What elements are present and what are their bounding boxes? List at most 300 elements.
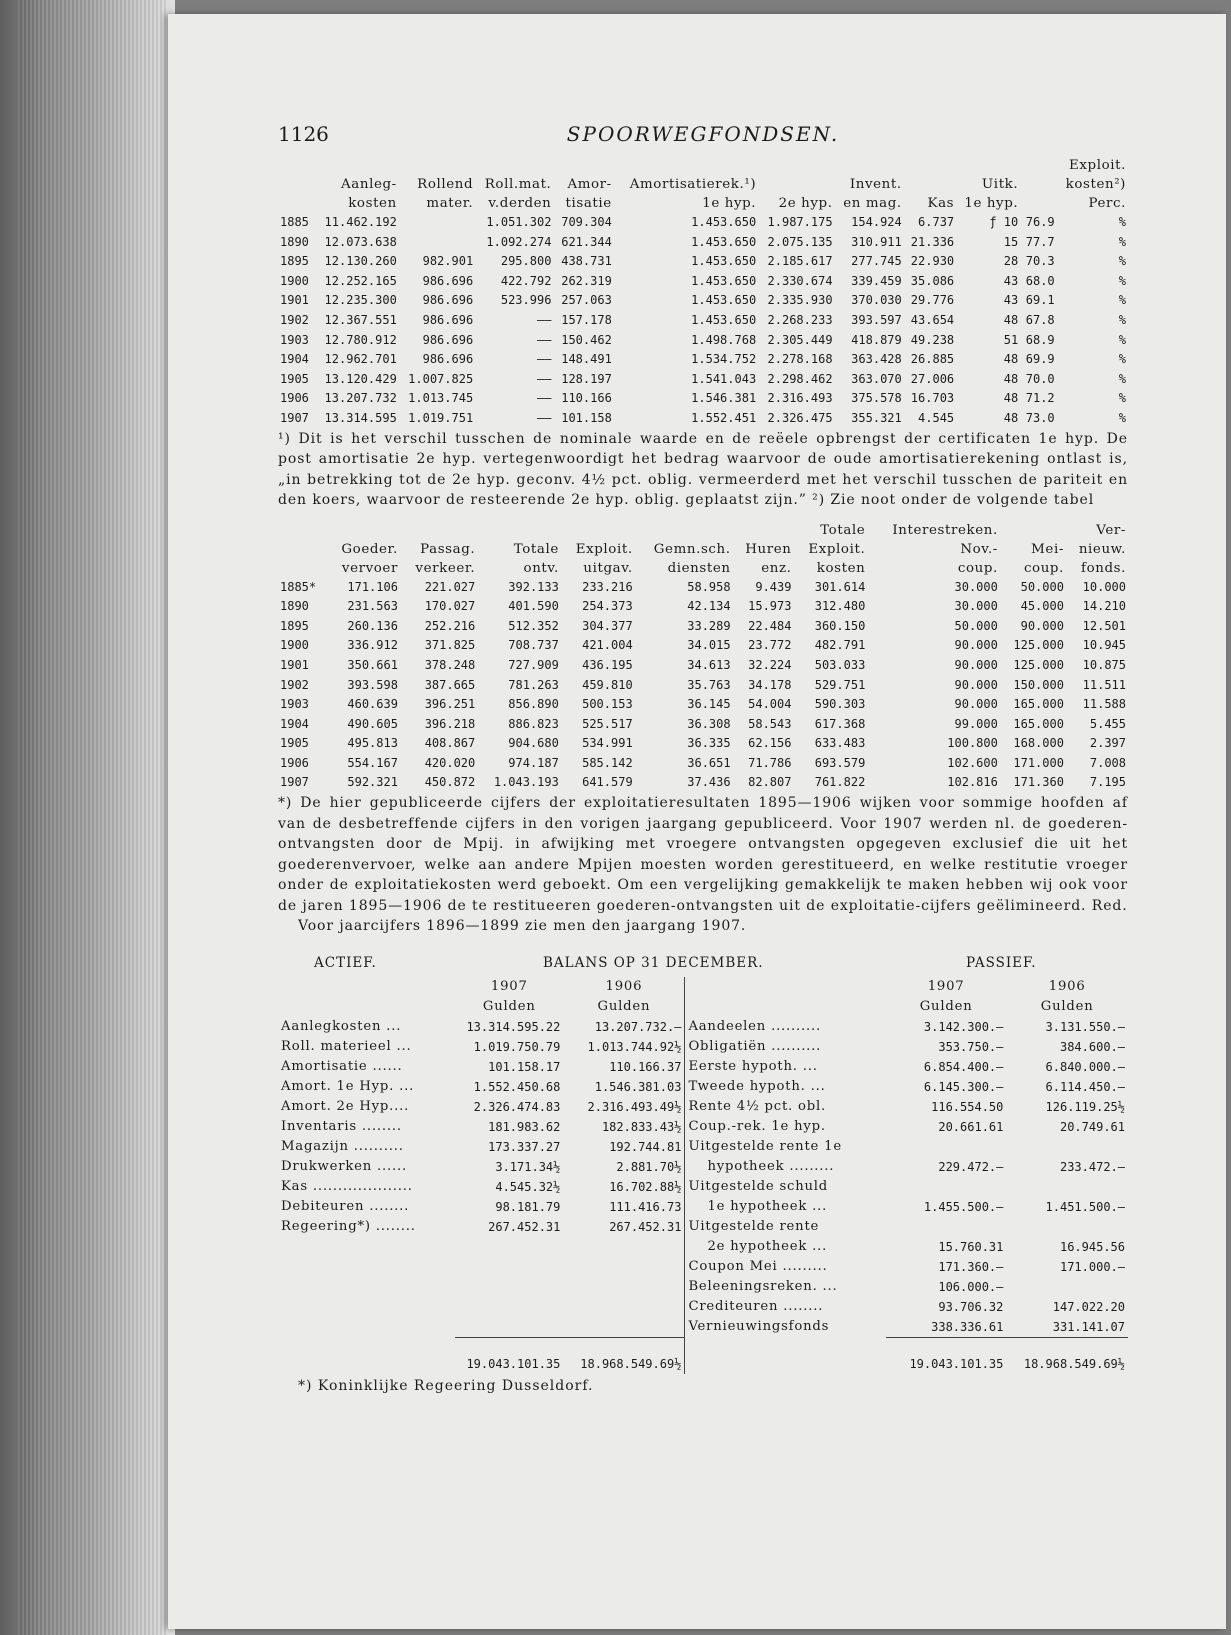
liability-1907 [886, 1217, 1007, 1237]
table-cell: —— [536, 332, 552, 347]
balance-blank [278, 977, 455, 997]
table-cell: 4.545 [918, 410, 955, 425]
table-cell: 33.289 [687, 618, 731, 633]
liability-label: Vernieuwingsfonds [685, 1317, 886, 1338]
liability-label: Uitgestelde rente 1e [685, 1137, 886, 1157]
column-header [1020, 194, 1056, 213]
liability-1907: 93.706.32 [938, 1299, 1004, 1314]
table2-body [278, 578, 1128, 794]
table-cell: 525.517 [582, 716, 633, 731]
column-header [758, 175, 834, 194]
column-header [278, 156, 314, 175]
asset-label: Kas .................... [281, 1178, 413, 1194]
table-cell: 590.303 [814, 697, 866, 712]
table-cell: 12.252.165 [324, 273, 397, 288]
column-header: Ver- [1096, 522, 1126, 538]
balance-year: 1907 [927, 978, 965, 994]
table-cell: % [1118, 293, 1126, 308]
balance-blank [685, 977, 886, 997]
table-cell: 48 [1003, 352, 1019, 367]
balance-right-title: PASSIEF. [966, 954, 1037, 971]
table-cell: 2.330.674 [767, 273, 833, 288]
table-cell: 1.007.825 [408, 371, 474, 386]
table-row [278, 213, 1128, 233]
table-cell: 15.973 [748, 599, 792, 614]
table-cell: 363.428 [851, 352, 902, 367]
table-cell: 36.651 [687, 755, 731, 770]
column-header: fonds. [1081, 560, 1126, 576]
table-cell: 35.763 [687, 677, 731, 692]
table-cell: % [1118, 391, 1126, 406]
table-cell: 436.195 [582, 657, 633, 672]
table-cell: 48 [1003, 371, 1019, 386]
table-cell: 1.453.650 [691, 234, 757, 249]
liability-label: Uitgestelde schuld [685, 1177, 886, 1197]
table-cell: 312.480 [814, 599, 866, 614]
table-cell: 2.185.617 [767, 254, 833, 269]
table-cell: 2.268.233 [767, 312, 833, 327]
table-cell: 22.930 [910, 254, 955, 269]
asset-label [278, 1317, 455, 1338]
table-cell: 69.1 [1025, 293, 1055, 308]
table-cell: 585.142 [582, 755, 633, 770]
table-cell: 450.872 [424, 775, 476, 790]
table-cell: 30.000 [954, 579, 998, 594]
table-row [278, 350, 1128, 370]
table-cell: 421.004 [582, 638, 633, 653]
asset-label: Amort. 2e Hyp.... [281, 1098, 410, 1114]
table-cell: 708.737 [508, 638, 559, 653]
column-header: kosten [348, 196, 397, 211]
liability-label: Aandeelen .......... [685, 1017, 886, 1037]
row-year: 1895 [280, 254, 309, 269]
balance-blank [685, 1342, 886, 1374]
balance-row [278, 1277, 1128, 1297]
liability-1906: 6.840.000.— [1045, 1059, 1125, 1074]
asset-1907 [455, 1277, 563, 1297]
liability-1906: 3.131.550.— [1045, 1019, 1125, 1034]
table-cell: 339.459 [851, 273, 902, 288]
balance-year-row [278, 977, 1128, 997]
liability-label: Tweede hypoth. ... [685, 1077, 886, 1097]
table-cell: 58.543 [748, 716, 792, 731]
column-header: Mei- [1031, 541, 1064, 557]
asset-1906 [563, 1257, 685, 1277]
header-row [278, 175, 1128, 194]
table-cell: 12.073.638 [324, 234, 397, 249]
column-header: coup. [957, 560, 998, 576]
row-year: 1890 [280, 234, 309, 249]
table-cell: 396.218 [424, 716, 476, 731]
table-cell: 490.605 [347, 716, 398, 731]
balance-unit: Gulden [1040, 998, 1094, 1014]
table-cell: % [1118, 254, 1126, 269]
table-cell: —— [536, 371, 552, 386]
table-cell: 48 [1003, 410, 1019, 425]
table-cell: 350.661 [347, 657, 398, 672]
table-cell: 50.000 [1020, 579, 1064, 594]
table-cell: 6.737 [918, 215, 955, 229]
column-header: nieuw. [1078, 541, 1126, 557]
table-cell: 982.901 [422, 254, 474, 269]
table-cell: 401.590 [508, 599, 559, 614]
asset-1906: 182.833.43½ [601, 1119, 682, 1134]
asset-1906: 2.881.70½ [616, 1159, 682, 1174]
liability-label: Rente 4½ pct. obl. [685, 1097, 886, 1117]
table-cell: 70.0 [1025, 371, 1055, 386]
table-cell: 49.238 [910, 332, 955, 347]
page-content [278, 122, 1128, 1394]
liability-label: Uitgestelde rente [685, 1217, 886, 1237]
column-header: verkeer. [415, 560, 476, 576]
balance-row [278, 1217, 1128, 1237]
table-cell: 170.027 [424, 599, 476, 614]
column-header [477, 521, 561, 540]
table-cell: 73.0 [1025, 410, 1055, 425]
table-cell: 370.030 [851, 293, 902, 308]
table-cell: 10.945 [1082, 638, 1126, 653]
table-cell: —— [536, 312, 552, 327]
table-cell: 1.534.752 [691, 352, 757, 367]
column-header [553, 156, 613, 175]
column-header: Totale [513, 541, 559, 557]
table-cell: 67.8 [1025, 312, 1055, 327]
operating-capital-table [278, 156, 1128, 429]
table-cell: 171.000 [1013, 755, 1064, 770]
table-cell: 1.013.745 [408, 391, 474, 406]
table-cell: 23.772 [748, 638, 792, 653]
row-year: 1902 [280, 312, 309, 327]
balance-row [278, 1317, 1128, 1338]
table-cell: 781.263 [508, 677, 559, 692]
header-row [278, 156, 1128, 175]
liability-1906 [1006, 1177, 1128, 1197]
table-cell: 459.810 [582, 677, 633, 692]
spacer [278, 511, 1128, 521]
table-cell: 886.823 [508, 716, 559, 731]
balance-row [278, 1017, 1128, 1037]
column-header: kosten [816, 560, 866, 576]
table-cell: 378.248 [424, 657, 476, 672]
table-cell [399, 233, 475, 253]
book-page [168, 14, 1226, 1629]
liability-label: Coupon Mei ......... [685, 1257, 886, 1277]
table-cell: 1.498.768 [691, 332, 757, 347]
table-cell: 28 [1003, 254, 1019, 269]
liability-1906: 1.451.500.— [1045, 1199, 1125, 1214]
table-cell: 336.912 [347, 638, 398, 653]
liability-1907: 116.554.50 [931, 1099, 1004, 1114]
table-row [278, 636, 1128, 656]
table-cell: 2.326.475 [767, 410, 833, 425]
table-cell: 171.106 [347, 579, 398, 594]
balance-blank [278, 997, 455, 1017]
table-cell: 1.453.650 [691, 215, 757, 229]
balance-year: 1906 [1048, 978, 1086, 994]
liability-1907: 3.142.300.— [923, 1019, 1004, 1034]
asset-1906: 16.702.88½ [609, 1179, 682, 1194]
table-cell: 77.7 [1025, 234, 1055, 249]
asset-label: Aanlegkosten ... [281, 1018, 402, 1034]
column-header: kosten²) [1065, 177, 1126, 192]
table-cell: 500.153 [582, 697, 633, 712]
asset-1907: 267.452.31 [488, 1219, 561, 1234]
table-cell: 1.092.274 [486, 234, 552, 249]
table-cell: 371.825 [424, 638, 476, 653]
table-cell: 34.015 [687, 638, 731, 653]
row-year: 1895 [280, 618, 309, 633]
table-cell: 30.000 [954, 599, 998, 614]
column-header [278, 175, 314, 194]
table-row [278, 291, 1128, 311]
asset-1906: 1.546.381.03 [594, 1079, 682, 1094]
asset-1907: 101.158.17 [488, 1059, 561, 1074]
table-row [278, 409, 1128, 429]
table-cell: 1.051.302 [486, 215, 552, 229]
table-cell: % [1118, 312, 1126, 327]
liability-label: 1e hypotheek ... [685, 1197, 886, 1217]
asset-1907: 98.181.79 [495, 1199, 561, 1214]
liability-1907: 171.360.— [938, 1259, 1004, 1274]
column-header: Totale [820, 522, 866, 538]
column-header: Invent. [849, 177, 902, 192]
column-header: Uitk. [981, 177, 1019, 192]
row-year: 1907 [280, 410, 309, 425]
liability-label: 2e hypotheek ... [685, 1237, 886, 1257]
column-header: Goeder. [341, 541, 398, 557]
column-header: Amortisatierek.¹) [629, 177, 757, 192]
column-header [561, 521, 635, 540]
liability-1906: 147.022.20 [1052, 1299, 1125, 1314]
column-header [278, 540, 327, 559]
header-row [278, 194, 1128, 213]
table-row [278, 233, 1128, 253]
table-cell: 150.000 [1013, 677, 1064, 692]
table-cell: 16.703 [910, 391, 955, 406]
table-cell: 856.890 [508, 697, 559, 712]
table-cell: 375.578 [851, 391, 902, 406]
asset-label [278, 1237, 455, 1257]
asset-1906 [563, 1277, 685, 1297]
asset-label: Debiteuren ........ [281, 1198, 410, 1214]
table-cell: 12.130.260 [324, 254, 397, 269]
table-cell: 592.321 [347, 775, 398, 790]
table-cell: 12.780.912 [324, 332, 397, 347]
balance-unit-row [278, 997, 1128, 1017]
table-cell: 254.373 [582, 599, 633, 614]
row-year: 1885* [280, 579, 317, 594]
asset-label: Amort. 1e Hyp. ... [281, 1078, 415, 1094]
column-header [327, 521, 400, 540]
liability-1906 [1006, 1277, 1128, 1297]
asset-total-1907: 19.043.101.35 [466, 1356, 561, 1371]
liability-1906: 171.000.— [1059, 1259, 1125, 1274]
table-cell: 1.453.650 [691, 273, 757, 288]
table-cell: 1.552.451 [691, 410, 757, 425]
table-cell: 1.019.751 [408, 410, 474, 425]
running-title: SPOORWEGFONDSEN. [566, 122, 840, 146]
column-header: Kas [927, 196, 955, 211]
table-cell: 1.453.650 [691, 254, 757, 269]
table-cell: 355.321 [851, 410, 902, 425]
table-cell: 48 [1003, 391, 1019, 406]
table-cell: 408.867 [424, 736, 476, 751]
table-cell: 460.639 [347, 697, 398, 712]
balance-row [278, 1157, 1128, 1177]
table-cell: 13.314.595 [324, 410, 397, 425]
header-row [278, 540, 1128, 559]
table-cell: 1.453.650 [691, 293, 757, 308]
liability-1906 [1006, 1137, 1128, 1157]
column-header: Perc. [1088, 196, 1126, 211]
asset-1907: 1.019.750.79 [473, 1039, 561, 1054]
asset-1907: 13.314.595.22 [466, 1019, 561, 1034]
table-cell: 150.462 [561, 332, 612, 347]
table-cell: 363.070 [851, 371, 902, 386]
asset-1906: 13.207.732.— [594, 1019, 682, 1034]
column-header: ontv. [523, 560, 559, 576]
table-row [278, 252, 1128, 272]
table-cell: 986.696 [422, 352, 474, 367]
table-cell: 554.167 [347, 755, 398, 770]
table-cell: 1.987.175 [767, 215, 833, 229]
column-header [1020, 156, 1056, 175]
table-cell: 148.491 [561, 352, 612, 367]
liability-1907: 15.760.31 [938, 1239, 1004, 1254]
row-year: 1900 [280, 273, 309, 288]
table-cell: 62.156 [748, 736, 792, 751]
table-cell: 621.344 [561, 234, 612, 249]
asset-1907: 173.337.27 [488, 1139, 561, 1154]
table-cell: 82.807 [748, 775, 792, 790]
table-cell: 420.020 [424, 755, 476, 770]
table-cell: 43.654 [910, 312, 955, 327]
liability-1906: 126.119.25½ [1045, 1099, 1125, 1114]
table-cell: 617.368 [814, 716, 866, 731]
row-year: 1901 [280, 293, 309, 308]
note-year-figures: Voor jaarcijfers 1896—1899 zie men den jaargang 1907. [298, 918, 747, 935]
column-header [635, 521, 733, 540]
balance-blank [278, 1342, 455, 1374]
balance-row [278, 1037, 1128, 1057]
table-cell: 37.436 [687, 775, 731, 790]
table-cell: 709.304 [561, 215, 612, 229]
column-header: Roll.mat. [484, 177, 552, 192]
table-cell: 2.335.930 [767, 293, 833, 308]
table-cell: 13.120.429 [324, 371, 397, 386]
asset-1907: 1.552.450.68 [473, 1079, 561, 1094]
table-cell: 22.484 [748, 618, 792, 633]
table-cell: % [1118, 332, 1126, 347]
column-header: enz. [761, 560, 792, 576]
row-year: 1903 [280, 697, 309, 712]
table-cell: 43 [1003, 273, 1019, 288]
table-cell: 633.483 [814, 736, 866, 751]
table-cell: —— [536, 391, 552, 406]
table-cell: 641.579 [582, 775, 633, 790]
liability-label: Coup.-rek. 1e hyp. [685, 1117, 886, 1137]
table-cell: 102.816 [947, 775, 998, 790]
table-cell: 986.696 [422, 273, 474, 288]
asset-label [278, 1297, 455, 1317]
table-cell: —— [536, 410, 552, 425]
table-cell: 277.745 [851, 254, 902, 269]
table-cell: 233.216 [582, 579, 633, 594]
table-cell: 986.696 [422, 332, 474, 347]
table-cell: 34.613 [687, 657, 731, 672]
table-cell: 1.541.043 [691, 371, 757, 386]
asset-total-1906: 18.968.549.69½ [580, 1356, 682, 1371]
asset-label: Drukwerken ...... [281, 1158, 407, 1174]
column-header [614, 156, 758, 175]
balance-unit: Gulden [597, 998, 651, 1014]
table-cell: 2.278.168 [767, 352, 833, 367]
row-year: 1900 [280, 638, 309, 653]
balance-row [278, 1077, 1128, 1097]
table1-header [278, 156, 1128, 213]
table-cell: 171.360 [1013, 775, 1064, 790]
liability-1907: 353.750.— [938, 1039, 1004, 1054]
column-header: Amor- [567, 177, 612, 192]
table-row [278, 754, 1128, 774]
column-header [904, 156, 956, 175]
balance-row [278, 1237, 1128, 1257]
balance-left-title: ACTIEF. [314, 954, 377, 971]
table-cell: 10.000 [1082, 579, 1126, 594]
asset-label: Magazijn .......... [281, 1138, 404, 1154]
asset-1907 [455, 1257, 563, 1277]
liability-1907: 338.336.61 [931, 1319, 1004, 1334]
table-cell: 90.000 [954, 638, 998, 653]
table-cell: 125.000 [1013, 657, 1064, 672]
table-cell: 27.006 [910, 371, 955, 386]
row-year: 1907 [280, 775, 309, 790]
asset-1907: 3.171.34½ [495, 1159, 561, 1174]
table-cell: 2.075.135 [767, 234, 833, 249]
table-cell: 1.453.650 [691, 312, 757, 327]
table2-header [278, 521, 1128, 578]
column-header: coup. [1023, 560, 1064, 576]
table-cell: 727.909 [508, 657, 559, 672]
balance-footnote: *) Koninklijke Regeering Dusseldorf. [298, 1377, 594, 1394]
row-year: 1890 [280, 599, 309, 614]
table-cell: 482.791 [814, 638, 866, 653]
asset-1906 [563, 1317, 685, 1338]
table-cell: 12.501 [1082, 618, 1126, 633]
row-year: 1902 [280, 677, 309, 692]
table-row [278, 695, 1128, 715]
table-row [278, 331, 1128, 351]
column-header: 2e hyp. [778, 196, 833, 211]
table-cell: 45.000 [1020, 599, 1064, 614]
column-header [904, 175, 956, 194]
table-cell: 51 [1003, 332, 1019, 347]
table-cell: 7.008 [1089, 755, 1126, 770]
table-cell: % [1118, 352, 1126, 367]
table-cell [399, 213, 475, 233]
liability-1906: 233.472.— [1059, 1159, 1125, 1174]
column-header [475, 156, 553, 175]
liability-label: Crediteuren ........ [685, 1297, 886, 1317]
table-cell: 102.600 [947, 755, 998, 770]
asset-1907 [455, 1237, 563, 1257]
table-cell: 262.319 [561, 273, 612, 288]
table-cell: 396.251 [424, 697, 476, 712]
table-row [278, 578, 1128, 598]
balance-row [278, 1197, 1128, 1217]
table-cell: 512.352 [508, 618, 559, 633]
table-cell: 12.367.551 [324, 312, 397, 327]
